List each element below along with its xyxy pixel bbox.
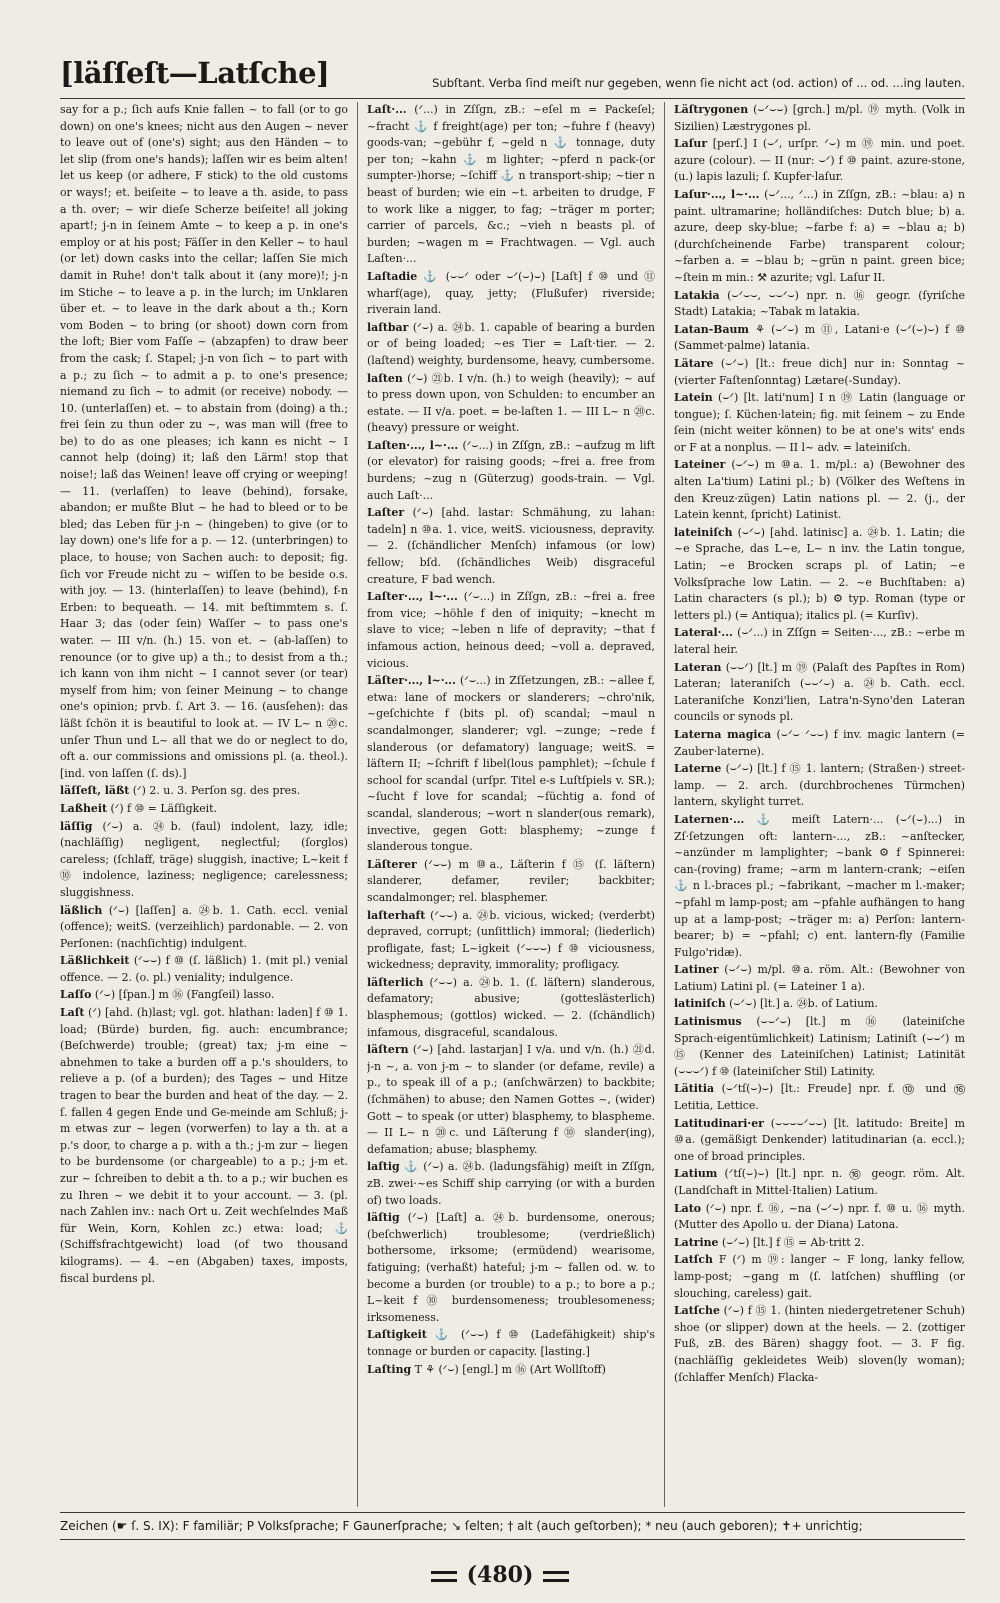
entry-text: (⌣ᐟ⌣) m ⑩a. 1. m/pl.: a) (Bewohner des alten La'tium) Latini pl.; b) (Völker des Weſtens in den Kreuz·zügen) Latin nations pl. — 2. (j., der Latein kennt, ſpricht) Latinist. bbox=[674, 458, 965, 522]
entry-headword: lateiniſch bbox=[674, 525, 733, 539]
entry-text: (ᐟ⌣...) in Zſſetzungen, zB.: ~allee f, etwa: lane of mockers or slanderers; ~chro'nik, ~geſchichte f (bits pl. of) scandal; ~maul n scandalmonger, slanderer; vgl. ~zunge; ~rede f slanderous (or defamatory) language; weitS. = läſtern II; ~ſchrift f libel(lous pamphlet); ~ſchule f school for scandal (urſpr. Titel e-s Luſtſpiels v. SR.); ~ſucht f love for scandal; ~ſüchtig a. fond of scandal, slanderous; ~wort n slander(ous remark), invective, gegen Gott: blasphemy; ~zunge f slanderous tongue. bbox=[367, 674, 655, 854]
dictionary-entry bbox=[60, 102, 348, 782]
entry-text: (⌣ᐟ..., ᐟ...) in Zſſgn, zB.: ~blau: a) n paint. ultramarine; holländiſches: Dutch blue; b) a. azure, deep sky-blue; ~farbe f: a) = ~blau a; b) (durchſcheinende Farbe) transparent colour; ~farben a. = ~blau b; ~grün n paint. green bice; ~ſtein m min.: ⚒ azurite; vgl. Laſur II. bbox=[674, 187, 965, 284]
dictionary-entry bbox=[674, 996, 965, 1013]
dictionary-entry bbox=[674, 1081, 965, 1114]
dictionary-entry bbox=[367, 371, 655, 437]
dictionary-entry bbox=[674, 1166, 965, 1199]
dictionary-entry bbox=[674, 1235, 965, 1252]
entry-text: (ᐟ⌣⌣) m ⑩a., Läſterin f ⑮ (ſ. läſtern) slanderer, defamer, reviler; backbiter; scandalmonger; rel. blasphemer. bbox=[367, 857, 655, 904]
entry-text: (ᐟ) [ahd. (h)last; vgl. got. hlathan: laden] f ⑩ 1. load; (Bürde) burden, fig. auch: encumbrance; (Beſchwerde) trouble; (great) tax; j-m eine ~ abnehmen to take a burden off a p.'s shoulders, to relieve a p. (of a burden); des Tages ~ und Hitze tragen to bear the burden and heat of the day. — 2. ſ. fallen 4 gegen Ende und Ge-meinde am Schluß; j-m etwas zur ~ legen (vorwerfen) to lay a th. at a p.'s door, to charge a p. with a th.; j-m zur ~ liegen to be burdensome (or chargeable) to a p.; j-m et. zur ~ ſchreiben to debit a th. to a p.; wir buchen es zu Ihren ~ we debit it to your account. — 3. (pl. nach Zahlen inv.: nach Ort u. Zeit wechſelndes Maß für Wein, Korn, Kohlen zc.) etwa: load; ⚓ (Schiffsfrachtgewicht) load (of two thousand kilograms). — 4. ~en (Abgaben) taxes, imposts, fiscal burdens pl. bbox=[60, 1006, 348, 1285]
dictionary-entry bbox=[674, 1201, 965, 1234]
entry-text: ⚘ (⌣ᐟ⌣) m ⑪, Latani·e (⌣ᐟ(⌣)⌣) f ⑩ (Sammet·palme) latania. bbox=[674, 322, 965, 353]
entry-headword: laſterhaft bbox=[367, 908, 426, 922]
dictionary-entry bbox=[674, 102, 965, 135]
entry-text: (ᐟ⌣⌣) f ⑩ (ſ. läßlich) 1. (mit pl.) venial offence. — 2. (o. pl.) veniality; indulgence. bbox=[60, 954, 348, 984]
entry-headword: Laßheit bbox=[60, 801, 108, 815]
entry-text: (⌣ᐟ⌣⌣, ⌣⌣ᐟ⌣) npr. n. ⑯ geogr. (ſyriſche Stadt) Latakia; ~Tabak m latakia. bbox=[674, 288, 965, 319]
entry-headword: Lato bbox=[674, 1201, 702, 1215]
entry-text: (⌣⌣⌣⌣ᐟ⌣⌣) [lt. latitudo: Breite] m ⑩a. (gemäßigt Denkender) latitudinarian (a. eccl.); one of broad principles. bbox=[674, 1116, 965, 1163]
entry-text: (ᐟ⌣⌣) a. ㉔b. vicious, wicked; (verderbt) depraved, corrupt; (unſittlich) immoral; (liederlich) profligate, fast; L~igkeit (ᐟ⌣⌣⌣) f ⑩ viciousness, wickedness; depravity, immorality; profligacy. bbox=[367, 908, 655, 972]
page-header bbox=[60, 54, 965, 99]
entry-text: (ᐟ⌣) a. ㉔b. (faul) indolent, lazy, idle; (nachläſſig) negligent, neglectful; (ſorglos) careless; (ſchlaff, träge) sluggish, inactive; L~keit f ⑩ indolence, laziness; negligence; carelessness; sluggishness. bbox=[60, 819, 348, 899]
entry-text: (ᐟ...) in Zſſgn, zB.: ~eſel m = Packeſel; ~fracht ⚓ f freight(age) per ton; ~fuhre f (heavy) goods-van; ~gebühr f, ~geld n ⚓ tonnage, duty per ton; ~kahn ⚓ m lighter; ~pferd n pack-(or sumpter-)horse; ~ſchiff ⚓ n transport-ship; ~tier n beast of burden; wie ein ~t. arbeiten to drudge, F to work like a nigger, to fag; ~träger m porter; carrier of parcels, &c.; ~vieh n beasts pl. of burden; ~wagen m = Frachtwagen. — Vgl. auch Laſten·... bbox=[367, 103, 655, 266]
entry-text: (ᐟ) 2. u. 3. Perſon sg. des pres. bbox=[132, 784, 301, 798]
entry-headword: laſtig bbox=[367, 1160, 400, 1174]
dictionary-entry bbox=[367, 102, 655, 268]
entry-text: (⌣ᐟtſ(⌣)⌣) [lt.: Freude] npr. f. ⑩ und ⑯ Letitia, Lettice. bbox=[674, 1082, 965, 1113]
entry-text: (⌣⌣ᐟ) [lt.] m ⑲ (Palaſt des Papſtes in Rom) Lateran; lateraniſch (⌣⌣ᐟ⌣) a. ㉔b. Cath. eccl. Lateraniſche Konzi'lien, Latra'n-Syno'den Lateran councils or synods pl. bbox=[674, 660, 965, 724]
entry-text: (ᐟ⌣) npr. f. ⑯, ~na (⌣ᐟ⌣) npr. f. ⑩ u. ⑯ myth. (Mutter des Apollo u. der Diana) Latona. bbox=[674, 1201, 965, 1232]
entry-text: (ᐟ⌣⌣) a. ㉔b. 1. (ſ. läſtern) slanderous, defamatory; abusive; (gotteslästerlich) blasphemous; (gottlos) wicked. — 2. (ſchändlich) infamous, disgraceful, scandalous. bbox=[367, 975, 655, 1039]
dictionary-entry bbox=[674, 1303, 965, 1386]
dictionary-entry bbox=[674, 356, 965, 389]
entry-text: (⌣ᐟ⌣) m/pl. ⑩a. röm. Alt.: (Bewohner von Latium) Latini pl. (= Lateiner 1 a). bbox=[674, 963, 965, 993]
dictionary-entry bbox=[674, 322, 965, 355]
entry-text: [perſ.] I (⌣ᐟ, urſpr. ᐟ⌣) m ⑲ min. und poet. azure (colour). — II (nur: ⌣ᐟ) f ⑩ paint. azure-stone, (u.) lapis lazuli; ſ. Kupfer·laſur. bbox=[674, 137, 965, 184]
dictionary-entry bbox=[674, 625, 965, 658]
dictionary-entry bbox=[674, 187, 965, 287]
entry-headword: laſtbar bbox=[367, 320, 409, 334]
entry-text: (⌣ᐟ⌣) [lt.] a. ㉔b. of Latium. bbox=[729, 997, 878, 1011]
dictionary-entry bbox=[367, 1210, 655, 1326]
column-3 bbox=[674, 102, 965, 1507]
ornament-bar bbox=[431, 1571, 457, 1582]
entry-text: ⚓ (⌣⌣ᐟ oder ⌣ᐟ(⌣)⌣) [Laſt] f ⑩ und ⑪ wharf(age), quay, jetty; (Flußufer) riverside; riverain land. bbox=[367, 269, 655, 317]
dictionary-entry bbox=[674, 457, 965, 523]
entry-headword: latiniſch bbox=[674, 997, 726, 1011]
entry-headword: Latitudinari·er bbox=[674, 1116, 764, 1130]
entry-headword: Laternen·... bbox=[674, 812, 745, 826]
entry-headword: Laſtigkeit bbox=[367, 1328, 427, 1342]
dictionary-entry bbox=[60, 783, 348, 800]
entry-headword: Latan-Baum bbox=[674, 322, 749, 336]
entry-headword: Laſtadie bbox=[367, 269, 418, 283]
dictionary-entry bbox=[367, 857, 655, 907]
dictionary-entry bbox=[367, 1042, 655, 1158]
dictionary-entry bbox=[674, 1252, 965, 1302]
dictionary-entry bbox=[367, 320, 655, 370]
dictionary-entry bbox=[674, 962, 965, 995]
entry-text: (ᐟ⌣) [ſpan.] m ⑯ (Fangſeil) lasso. bbox=[94, 988, 275, 1002]
column-2 bbox=[367, 102, 655, 1507]
dictionary-entry bbox=[674, 660, 965, 726]
entry-headword: Läßlichkeit bbox=[60, 954, 130, 968]
column-rule bbox=[357, 102, 358, 1507]
dictionary-entry bbox=[674, 390, 965, 456]
entry-headword: läſtig bbox=[367, 1211, 400, 1225]
entry-headword: Laſt·... bbox=[367, 103, 407, 116]
column-rule bbox=[664, 102, 665, 1507]
entry-headword: Latakia bbox=[674, 288, 720, 302]
entry-headword: Laſter bbox=[367, 506, 405, 520]
dictionary-entry bbox=[60, 953, 348, 986]
entry-headword: Latium bbox=[674, 1167, 718, 1181]
dictionary-entry bbox=[674, 288, 965, 321]
columns bbox=[60, 102, 965, 1507]
entry-text: ⚓ (ᐟ⌣) a. ㉔b. (ladungsfähig) meiſt in Zſſgn, zB. zwei·~es Schiff ship carrying (or with a burden of) two loads. bbox=[367, 1160, 655, 1207]
dictionary-entry bbox=[60, 1005, 348, 1287]
entry-headword: Lätare bbox=[674, 356, 714, 370]
entry-headword: läſſeſt, läßt bbox=[60, 784, 130, 798]
entry-text: (⌣⌣ᐟ⌣) [lt.] m ⑯ (lateiniſche Sprach·eigentümlichkeit) Latinism; Latiniſt (⌣⌣ᐟ) m ⑮ (Kenner des Lateiniſchen) Latinist; Latinität (⌣⌣⌣ᐟ) f ⑩ (lateiniſcher Stil) Latinity. bbox=[674, 1015, 965, 1078]
entry-headword: Latſche bbox=[674, 1304, 720, 1318]
entry-text: (⌣ᐟ⌣) [lt.: freue dich] nur in: Sonntag ~ (vierter Faſtenſonntag) Lætare(-Sunday). bbox=[674, 356, 965, 387]
dictionary-entry bbox=[674, 727, 965, 760]
entry-text: (ᐟ⌣) [ahd. lastarjan] I v/a. und v/n. (h.) ㉑d. j-n ~, a. von j-m ~ to slander (or defame, revile) a p., to speak ill of a p.; (anſchwärzen) to backbite; (ſchmähen) to abuse; den Namen Gottes ~, (wider) Gott ~ to speak (or utter) blasphemy, to blaspheme. — II L~ n ⑳c. und Läſterung f ⑩ slander(ing), defamation; abuse; blasphemy. bbox=[367, 1043, 655, 1156]
entry-headword: Latiner bbox=[674, 963, 719, 977]
dictionary-entry bbox=[367, 908, 655, 974]
entry-text: (ᐟ⌣) f ⑮ 1. (hinten niedergetretener Schuh) shoe (or slipper) down at the heels. — 2. (zottiger Fuß, zB. des Bären) shaggy foot. — 3. F fig. (nachläſſig gekleidetes Weib) sloven(ly woman); (ſchlaffer Menſch) Flacka- bbox=[674, 1304, 965, 1384]
entry-text: (ᐟ⌣) [laſſen] a. ㉔b. 1. Cath. eccl. venial (offence); weitS. (verzeihlich) pardonable. — 2. von Perſonen: (nachſichtig) indulgent. bbox=[60, 903, 348, 950]
entry-headword: Lateiner bbox=[674, 458, 726, 472]
dictionary-entry bbox=[674, 525, 965, 625]
entry-headword: Latrine bbox=[674, 1235, 719, 1249]
entry-headword: Lätitia bbox=[674, 1082, 715, 1096]
entry-headword: laſten bbox=[367, 371, 403, 385]
entry-headword: Läſter·..., l~·... bbox=[367, 674, 456, 688]
entry-text: (⌣ᐟ...) in Zſſgn = Seiten·..., zB.: ~erbe m lateral heir. bbox=[674, 626, 965, 656]
ornament-bar bbox=[543, 1571, 569, 1582]
dictionary-entry bbox=[60, 819, 348, 902]
entry-text: (⌣ᐟ⌣⌣) [grch.] m/pl. ⑲ myth. (Volk in Sizilien) Læstrygones pl. bbox=[674, 103, 965, 133]
entry-text: (⌣ᐟ⌣ ᐟ⌣⌣) f inv. magic lantern (= Zauber·laterne). bbox=[674, 727, 965, 758]
entry-headword: Latein bbox=[674, 391, 713, 405]
entry-headword: läſterlich bbox=[367, 975, 424, 989]
entry-text: (⌣ᐟ⌣) [ahd. latinisc] a. ㉔b. 1. Latin; die ~e Sprache, das L~e, L~ n inv. the Latin tongue, Latin; ~e Brocken scraps pl. of Latin; ~e Volksſprache low Latin. — 2. ~e Buchſtaben: a) Latin characters (s pl.); b) ⚙ typ. Roman (type or letters pl.) (= Antiqua); italics pl. (= Kurſiv). bbox=[674, 525, 965, 622]
dictionary-entry bbox=[60, 987, 348, 1004]
entry-text: (ᐟ⌣) [ahd. lastar: Schmähung, zu lahan: tadeln] n ⑩a. 1. vice, weitS. viciousness, depravity. — 2. (ſchändlicher Menſch) infamous (or low) fellow; bſd. (ſchändliches Weib) disgraceful creature, F bad wench. bbox=[367, 506, 655, 586]
header-note: Subſtant. Verba ſind meiſt nur gegeben, wenn ſie nicht act (od. action) of ... od. ...ing lauten. bbox=[432, 76, 965, 90]
entry-headword: Lateral·... bbox=[674, 626, 733, 640]
entry-text: (⌣ᐟ⌣) [lt.] f ⑮ = Ab·tritt 2. bbox=[721, 1235, 865, 1249]
entry-text: say for a p.; ſich aufs Knie fallen ~ to fall (or to go down) on one's knees; nicht aus den Augen ~ never to leave out of (one's) sight; aus den Händen ~ to let slip (from one's hands); laſſen wir es beim alten! let us keep (or adhere, F stick) to the old customs or ways!; et. beiſeite ~ to leave a th. aside, to pass a th. over; ~ wir dieſe Scherze beiſeite! all joking apart!; j-n in ſeinem Amte ~ to keep a p. in one's employ or at his post; Fäſſer in den Keller ~ to haul (or let) down casks into the cellar; laſſen Sie mich damit in Ruhe! don't talk about it (any more)!; j-n im Stiche ~ to leave a p. in the lurch; im Unklaren über et. ~ to leave in the dark about a th.; Korn vom Boden ~ to bring (or shoot) down corn from the loft; Bier vom Faſſe ~ (abzapfen) to draw beer from the cask; ſ. Stapel; j-n von ſich ~ to part with a p.; zu ſich ~ to admit a p. to one's presence; niemand zu ſich ~ to admit (or receive) nobody. — 10. (unterlaſſen) et. ~ to abstain from (doing) a th.; frei ſein zu thun oder zu ~, was man will (free to be) to do as one pleases; ich kann es nicht ~ I cannot help (doing) it; laß den Lärm! stop that noise!; laß das Weinen! leave off crying or weeping! — 11. (verlaſſen) to leave (behind), forsake, abandon; er mußte Blut ~ he had to bleed or to be bled; das Leben für j-n ~ (hingeben) to give (or to lay down) one's life for a p. — 12. (unterbringen) to place, to house; von Sachen auch: to deposit; fig. ſich vor Freude nicht zu ~ wiſſen to be beside o.s. with joy. — 13. (hinterlaſſen) to leave (behind), f-n Erben: to bequeath. — 14. mit beſtimmtem s. ſ. Haar 3; das (oder ſein) Waſſer ~ to pass one's water. — III v/n. (h.) 15. von et. ~ (ab-laſſen) to renounce (or to give up) a th.; to desist from a th.; ich kann von ihm nicht ~ I cannot sever (or tear) myself from him; von ſeiner Meinung ~ to change one's opinion; prvb. ſ. Art 3. — 16. (ausſehen): das läßt ſchön it is beautiful to look at. — IV L~ n ⑳c. unſer Thun und L~ all that we do or neglect to do, oft a. our commissions and omissions pl. (a. theol.). [ind. von laſſen (ſ. ds).] bbox=[60, 103, 348, 780]
dictionary-entry bbox=[674, 1116, 965, 1166]
entry-headword: Laſur·..., l~·... bbox=[674, 187, 760, 201]
dictionary-entry bbox=[367, 269, 655, 319]
entry-text: (ᐟ) f ⑩ = Läſſigkeit. bbox=[110, 801, 217, 815]
dictionary-entry bbox=[674, 1014, 965, 1080]
column-1 bbox=[60, 102, 348, 1507]
dictionary-entry bbox=[367, 589, 655, 672]
entry-headword: Laſur bbox=[674, 137, 708, 151]
entry-headword: läßlich bbox=[60, 903, 103, 917]
entry-headword: Laterne bbox=[674, 762, 722, 776]
entry-headword: läſſig bbox=[60, 819, 93, 833]
page-number: 480 bbox=[477, 1562, 523, 1588]
entry-text: ⚓ (ᐟ⌣⌣) f ⑩ (Ladefähigkeit) ship's tonnage or burden or capacity. [lasting.] bbox=[367, 1328, 655, 1358]
signs-legend: Zeichen (☛ ſ. S. IX): F familiär; P Volksſprache; F Gaunerſprache; ↘ ſelten; † alt (auch geſtorben); * neu (auch geboren); ✝+ unrichtig; bbox=[60, 1512, 965, 1540]
entry-text: (ᐟ⌣...) in Zſſgn, zB.: ~aufzug m lift (or elevator) for raising goods; ~frei a. free from burdens; ~zug n (Güterzug) goods-train. — Vgl. auch Laſt·... bbox=[367, 438, 655, 502]
entry-headword: Laſter·..., l~·... bbox=[367, 590, 458, 604]
entry-text: T ⚘ (ᐟ⌣) [engl.] m ⑯ (Art Wollſtoff) bbox=[414, 1362, 606, 1376]
page-number-line: (480) bbox=[0, 1562, 1000, 1588]
entry-text: ⚓ meiſt Latern·... (⌣ᐟ(⌣)...) in Zſ·ſetzungen oft: lantern-..., zB.: ~anſtecker, ~anzünder m lamplighter; ~bank ⚙ f Spinnerei: can-(roving) frame; ~arm m lantern-crank; ~eiſen ⚓ n l.-braces pl.; ~fabrikant, ~macher m l.-maker; ~pfahl m lamp-post; am ~pfahle aufhängen to hang up at a lamp-post; ~träger m: a) Perſon: lantern-bearer; b) = ~pfahl; c) ent. lantern-fly (Familie Fulgo'ridæ). bbox=[674, 812, 965, 959]
entry-headword: Laterna magica bbox=[674, 727, 772, 741]
dictionary-entry bbox=[367, 1159, 655, 1209]
entry-text: (⌣ᐟ⌣) [lt.] f ⑮ 1. lantern; (Straßen·) street-lamp. — 2. arch. (durchbrochenes Türmchen) lantern, skylight turret. bbox=[674, 762, 965, 809]
entry-headword: Läſtrygonen bbox=[674, 103, 749, 116]
dictionary-entry bbox=[674, 136, 965, 186]
dictionary-entry bbox=[367, 673, 655, 856]
entry-headword: Läſterer bbox=[367, 857, 417, 871]
entry-headword: Lateran bbox=[674, 660, 722, 674]
dictionary-entry bbox=[367, 505, 655, 588]
entry-headword: Laſt bbox=[60, 1006, 85, 1020]
entry-text: (ᐟ⌣...) in Zſſgn, zB.: ~frei a. free from vice; ~höhle f den of iniquity; ~knecht m slave to vice; ~leben n life of depravity; ~that f infamous action, heinous deed; ~voll a. depraved, vicious. bbox=[367, 590, 655, 670]
entry-text: (ᐟ⌣) ㉑b. I v/n. (h.) to weigh (heavily); ~ auf to press down upon, von Schulden: to encumber an estate. — II v/a. poet. = be-laſten 1. — III L~ n ⑳c. (heavy) pressure or weight. bbox=[367, 371, 655, 435]
entry-headword: Laſten·..., l~·... bbox=[367, 438, 459, 452]
entry-text: F (ᐟ) m ⑲: langer ~ F long, lanky fellow, lamp-post; ~gang m (ſ. latſchen) shuffling (or slouching, careless) gait. bbox=[674, 1253, 965, 1300]
dictionary-entry bbox=[674, 812, 965, 961]
entry-headword: Laſting bbox=[367, 1362, 412, 1376]
entry-text: (ᐟtſ(⌣)⌣) [lt.] npr. n. ⑯ geogr. röm. Alt. (Landſchaft in Mittel·Italien) Latium. bbox=[674, 1167, 965, 1197]
guide-words: [läſſeſt—Latſche] bbox=[60, 56, 330, 90]
entry-text: (ᐟ⌣) a. ㉔b. 1. capable of bearing a burden or of being loaded; ~es Tier = Laſt·tier. — 2. (laſtend) weighty, burdensome, heavy, cumbersome. bbox=[367, 320, 655, 367]
dictionary-entry bbox=[60, 903, 348, 953]
entry-headword: Laſſo bbox=[60, 988, 92, 1002]
entry-headword: läſtern bbox=[367, 1043, 409, 1057]
dictionary-entry bbox=[367, 975, 655, 1041]
entry-headword: Latſch bbox=[674, 1253, 713, 1267]
dictionary-entry bbox=[60, 801, 348, 818]
entry-headword: Latinismus bbox=[674, 1015, 742, 1029]
entry-text: (ᐟ⌣) [Laſt] a. ㉔b. burdensome, onerous; (beſchwerlich) troublesome; (verdrießlich) bothersome, irksome; (ermüdend) wearisome, fatiguing; (verhaßt) hateful; j-m ~ fallen od. w. to become a burden (or trouble) to a p.; to bore a p.; L~keit f ⑩ burdensomeness; troublesomeness; irksomeness. bbox=[367, 1211, 655, 1324]
dictionary-entry bbox=[674, 761, 965, 811]
dictionary-entry bbox=[367, 1327, 655, 1360]
dictionary-entry bbox=[367, 438, 655, 504]
dictionary-entry bbox=[367, 1362, 655, 1379]
entry-text: (⌣ᐟ) [lt. lati'num] I n ⑲ Latin (language or tongue); ſ. Küchen·latein; fig. mit ſeinem ~ zu Ende ſein (nicht weiter können) to be at one's wits' ends or F at a nonplus. — II l~ adv. = lateiniſch. bbox=[674, 391, 965, 454]
